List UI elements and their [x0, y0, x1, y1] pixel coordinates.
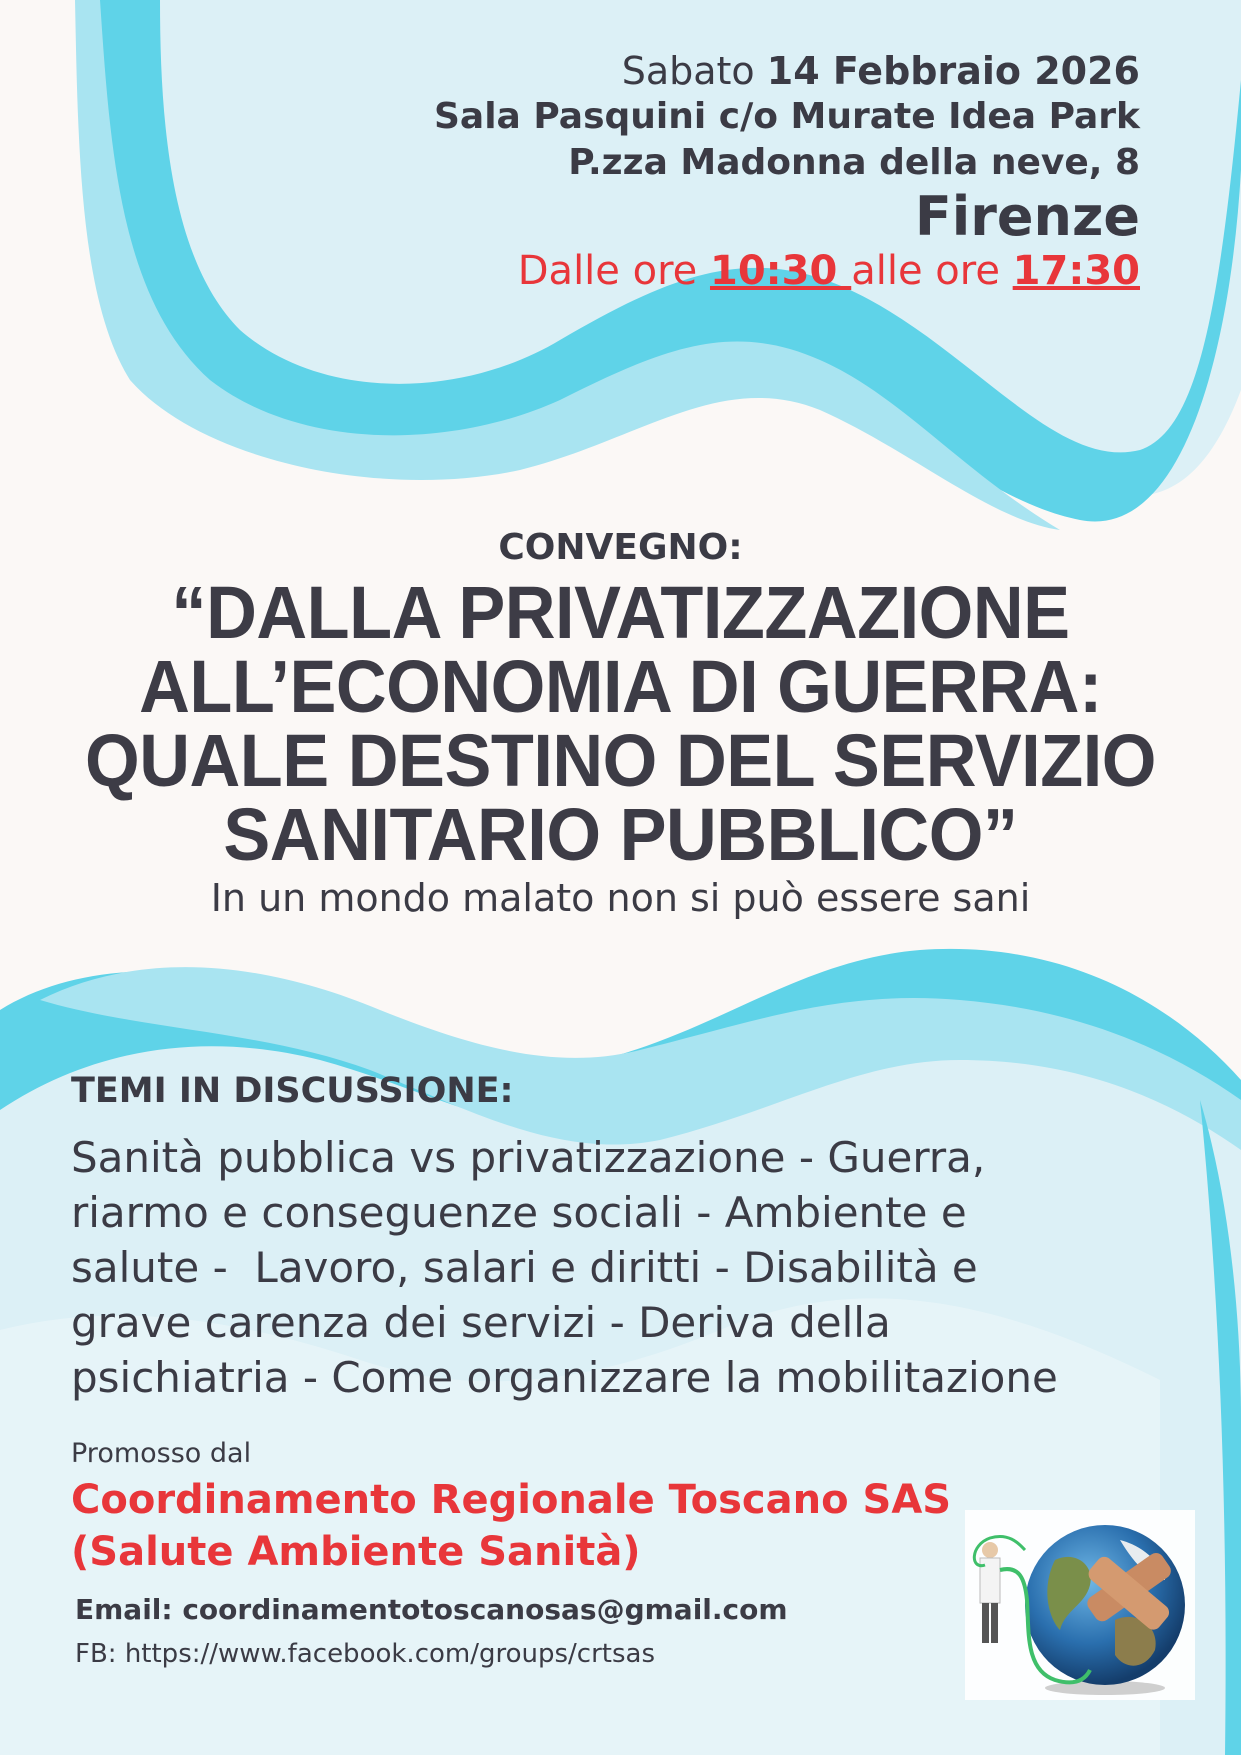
conference-title [31, 571, 1210, 876]
end-time: 17:30 [1012, 248, 1140, 294]
contacts-section [75, 1588, 788, 1676]
title-line: ALL’ECONOMIA DI GUERRA: [139, 645, 1102, 728]
conference-subtitle: In un mondo malato non si può essere sani [210, 876, 1031, 920]
hours-prefix: Dalle ore [517, 248, 698, 294]
event-date: 14 Febbraio 2026 [766, 49, 1140, 93]
promoter-org-subtitle: (Salute Ambiente Sanità) [71, 1529, 641, 1575]
topics-section [71, 1068, 1231, 1405]
promoter-section [71, 1434, 1071, 1578]
topics-line: salute - Lavoro, salari e diritti - Disabilità e [71, 1243, 978, 1292]
conference-title-block [0, 520, 1241, 928]
event-venue: Sala Pasquini c/o Murate Idea Park [434, 96, 1140, 137]
contact-facebook[interactable]: FB: https://www.facebook.com/groups/crtsas [75, 1639, 656, 1669]
start-time: 10:30 [709, 248, 852, 294]
globe-with-bandage-and-doctor-icon [965, 1510, 1195, 1700]
topics-line: riarmo e conseguenze sociali - Ambiente e [71, 1188, 967, 1237]
title-line: “DALLA PRIVATIZZAZIONE [171, 571, 1070, 654]
event-info [434, 48, 1140, 294]
event-address: P.zza Madonna della neve, 8 [568, 142, 1140, 183]
title-line: QUALE DESTINO DEL SERVIZIO [85, 719, 1156, 802]
hours-middle: alle ore [851, 248, 1000, 294]
event-hours [434, 248, 1140, 294]
conference-label: CONVEGNO: [498, 527, 743, 568]
event-date-line [434, 48, 1140, 94]
event-day: Sabato [621, 49, 755, 93]
title-line: SANITARIO PUBBLICO” [223, 793, 1018, 876]
promoter-label: Promosso dal [71, 1438, 252, 1469]
topics-text [71, 1130, 1231, 1405]
event-city: Firenze [914, 185, 1140, 248]
topics-line: Sanità pubblica vs privatizzazione - Guerra, [71, 1133, 986, 1182]
contact-email[interactable]: Email: coordinamentotoscanosas@gmail.com [75, 1593, 788, 1626]
topics-heading: TEMI IN DISCUSSIONE: [71, 1071, 514, 1111]
topics-line: grave carenza dei servizi - Deriva della [71, 1298, 891, 1347]
topics-line: psichiatria - Come organizzare la mobilitazione [71, 1353, 1058, 1402]
promoter-org-name: Coordinamento Regionale Toscano SAS [71, 1477, 952, 1523]
